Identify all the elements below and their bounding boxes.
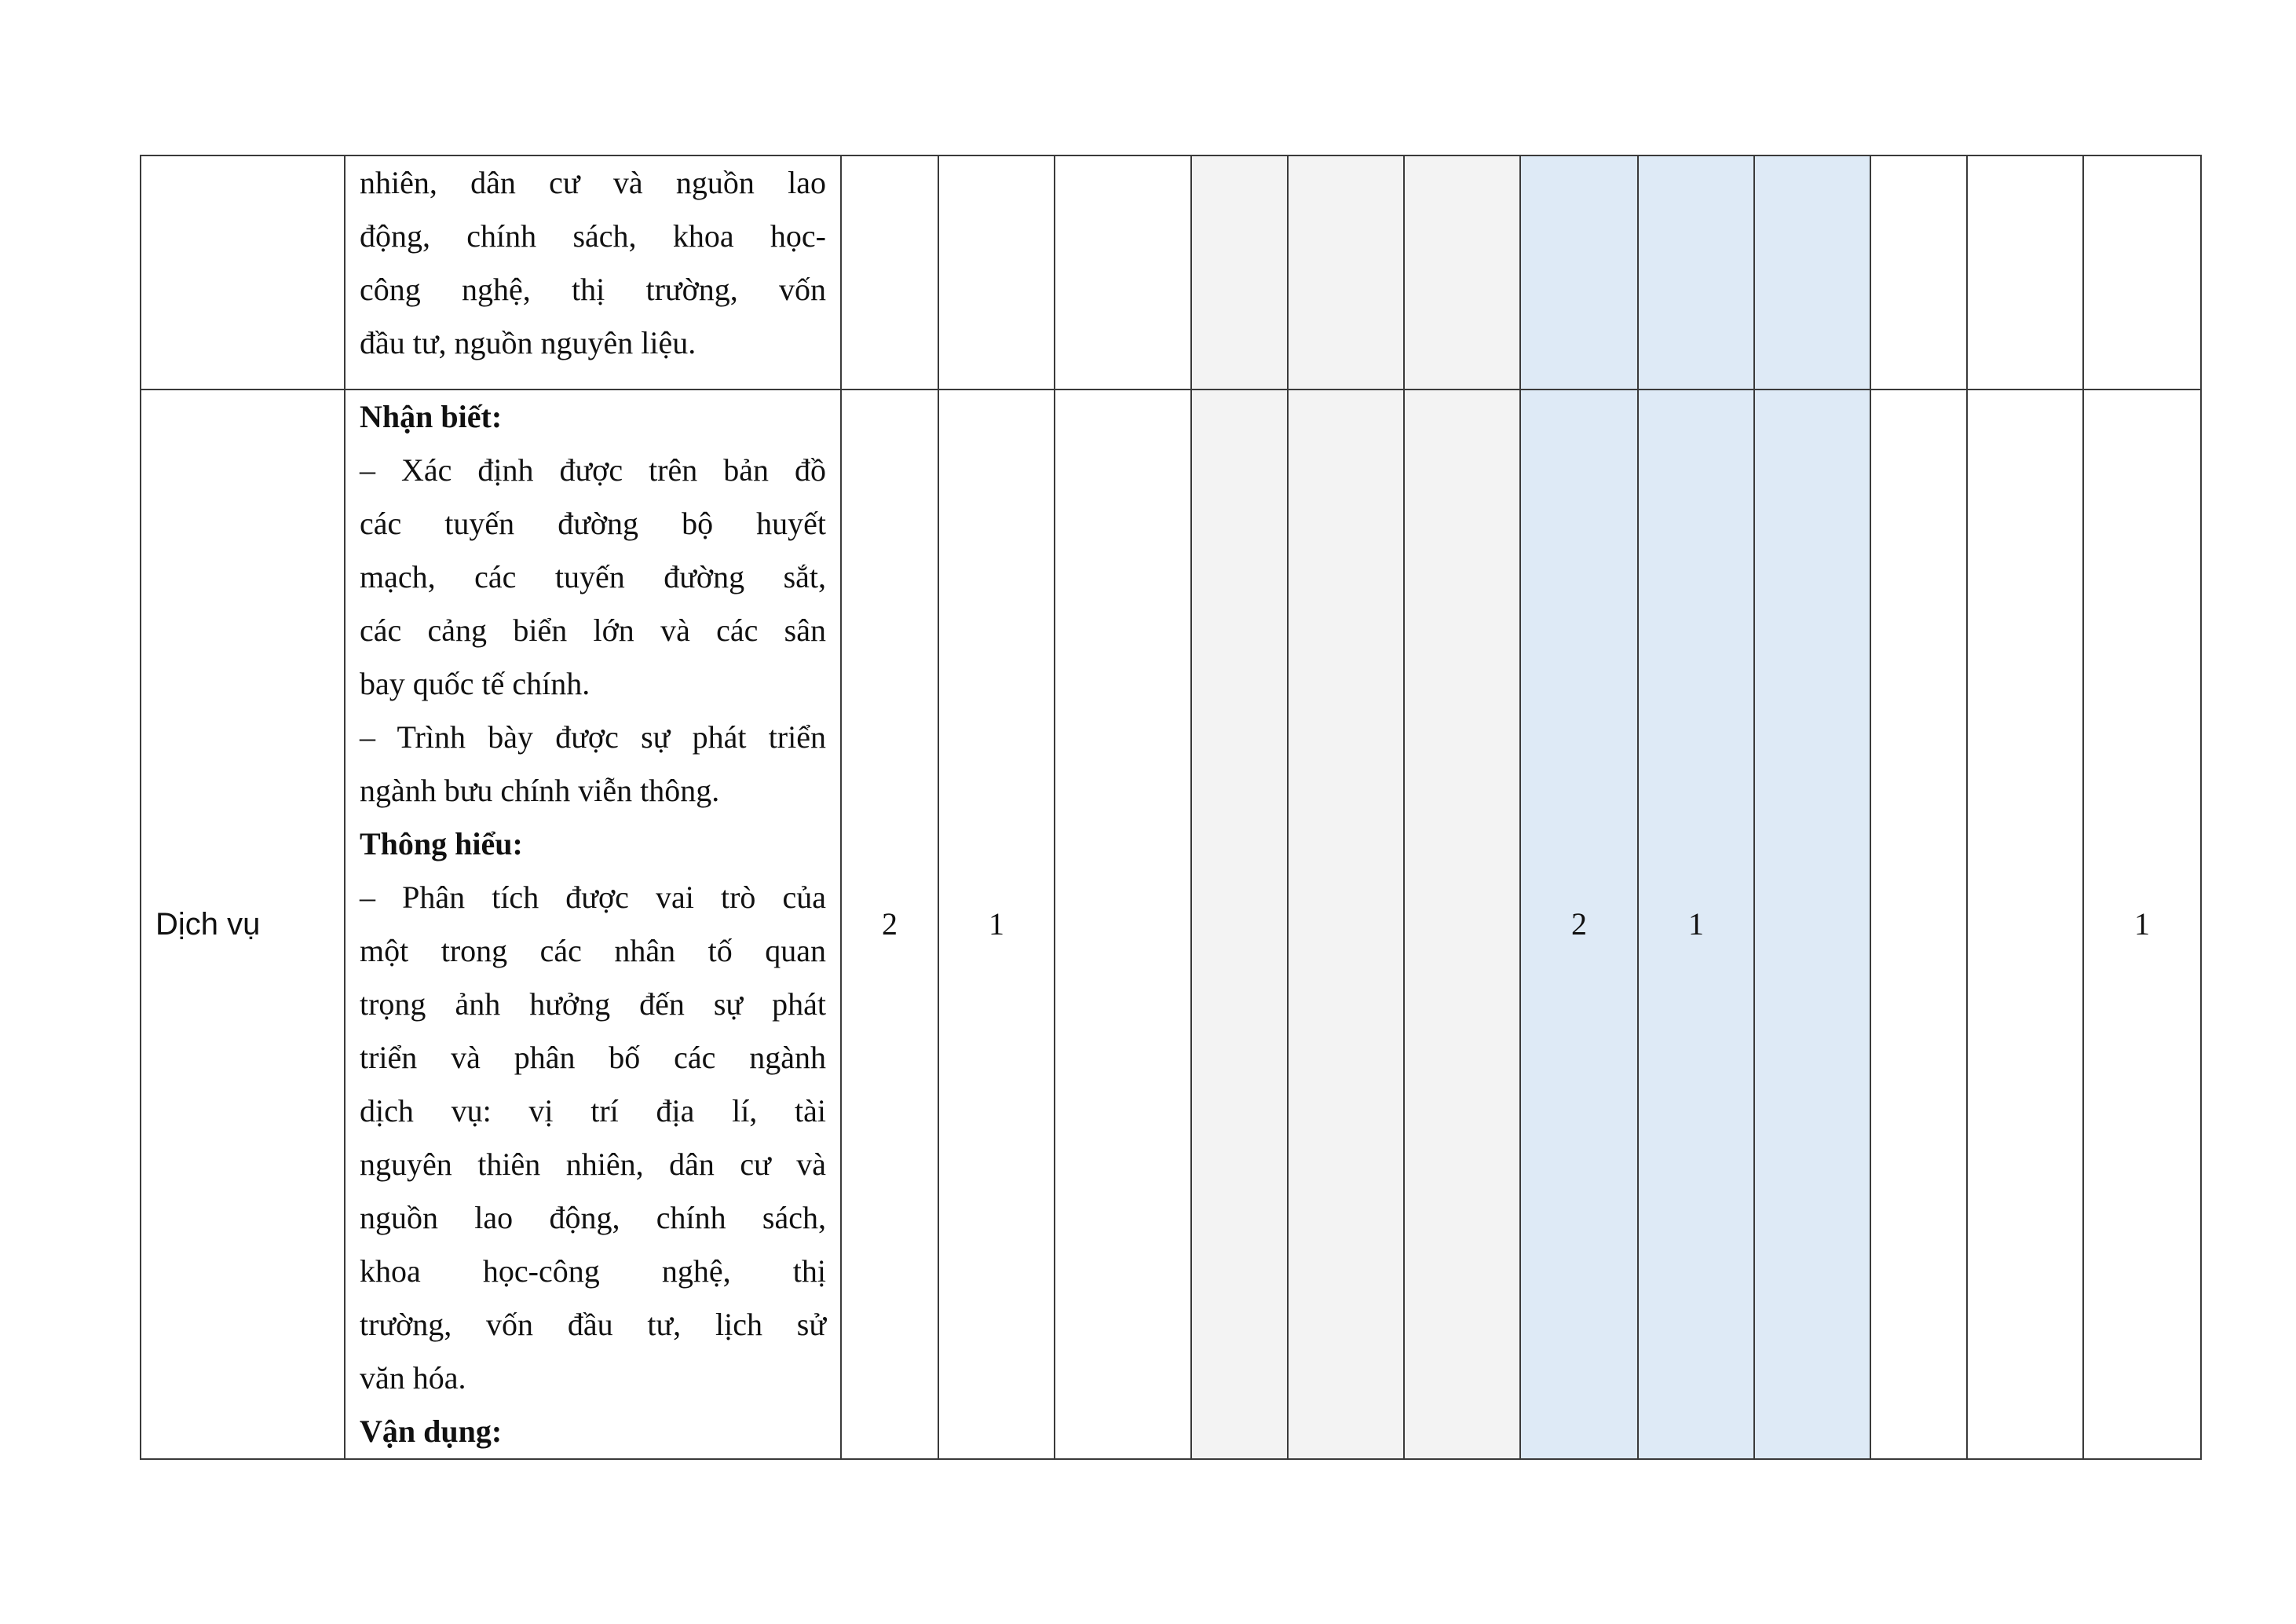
count-cell (841, 155, 938, 390)
count-cell: 1 (2083, 390, 2201, 1459)
desc-line: mạch, các tuyến đường sắt, (360, 559, 826, 594)
count-cell (1055, 155, 1191, 390)
desc-line: – Trình bày được sự phát triển (360, 719, 826, 755)
count-cell (1288, 390, 1404, 1459)
desc-line: công nghệ, thị trường, vốn (360, 272, 826, 307)
count-cell: 1 (938, 390, 1055, 1459)
count-cell (1967, 155, 2083, 390)
count-cell (1288, 155, 1404, 390)
desc-line: – Xác định được trên bản đồ (360, 452, 826, 488)
desc-line: các cảng biển lớn và các sân (360, 613, 826, 648)
section-heading: Thông hiểu: (360, 826, 523, 861)
assessment-table (140, 155, 2202, 1460)
desc-line: đầu tư, nguồn nguyên liệu. (360, 325, 696, 360)
desc-line: các tuyến đường bộ huyết (360, 506, 826, 541)
desc-line: nguồn lao động, chính sách, (360, 1200, 826, 1235)
count-cell (938, 155, 1055, 390)
desc-line: nguyên thiên nhiên, dân cư và (360, 1147, 826, 1182)
topic-cell: Dịch vụ (141, 390, 345, 1459)
count-cell: 1 (1638, 390, 1754, 1459)
description-cell (345, 390, 841, 1459)
desc-line: nhiên, dân cư và nguồn lao (360, 165, 826, 200)
section-heading: Nhận biết: (360, 399, 503, 434)
desc-line: – Phân tích được vai trò của (360, 880, 826, 915)
count-cell (1404, 155, 1520, 390)
description-cell (345, 155, 841, 390)
desc-line: dịch vụ: vị trí địa lí, tài (360, 1093, 826, 1128)
desc-line: ngành bưu chính viễn thông. (360, 773, 720, 808)
section-heading: Vận dụng: (360, 1414, 503, 1449)
count-cell (1191, 155, 1288, 390)
desc-line: bay quốc tế chính. (360, 666, 590, 701)
desc-line: triển và phân bố các ngành (360, 1040, 826, 1075)
count-cell (1520, 155, 1638, 390)
count-cell (1191, 390, 1288, 1459)
count-cell (1638, 155, 1754, 390)
desc-line: một trong các nhân tố quan (360, 933, 826, 968)
count-cell (2083, 155, 2201, 390)
count-cell (1055, 390, 1191, 1459)
desc-line: động, chính sách, khoa học- (360, 218, 826, 254)
count-cell (1870, 390, 1967, 1459)
count-cell (1754, 155, 1870, 390)
table-row (141, 390, 2201, 1459)
desc-line: trường, vốn đầu tư, lịch sử (360, 1307, 826, 1342)
count-cell (1754, 390, 1870, 1459)
topic-cell (141, 155, 345, 390)
desc-line: khoa học-công nghệ, thị (360, 1253, 826, 1289)
desc-line: văn hóa. (360, 1360, 466, 1395)
count-cell: 2 (1520, 390, 1638, 1459)
count-cell (1967, 390, 2083, 1459)
count-cell: 2 (841, 390, 938, 1459)
count-cell (1404, 390, 1520, 1459)
desc-line: trọng ảnh hưởng đến sự phát (360, 986, 826, 1022)
table-row (141, 155, 2201, 390)
count-cell (1870, 155, 1967, 390)
